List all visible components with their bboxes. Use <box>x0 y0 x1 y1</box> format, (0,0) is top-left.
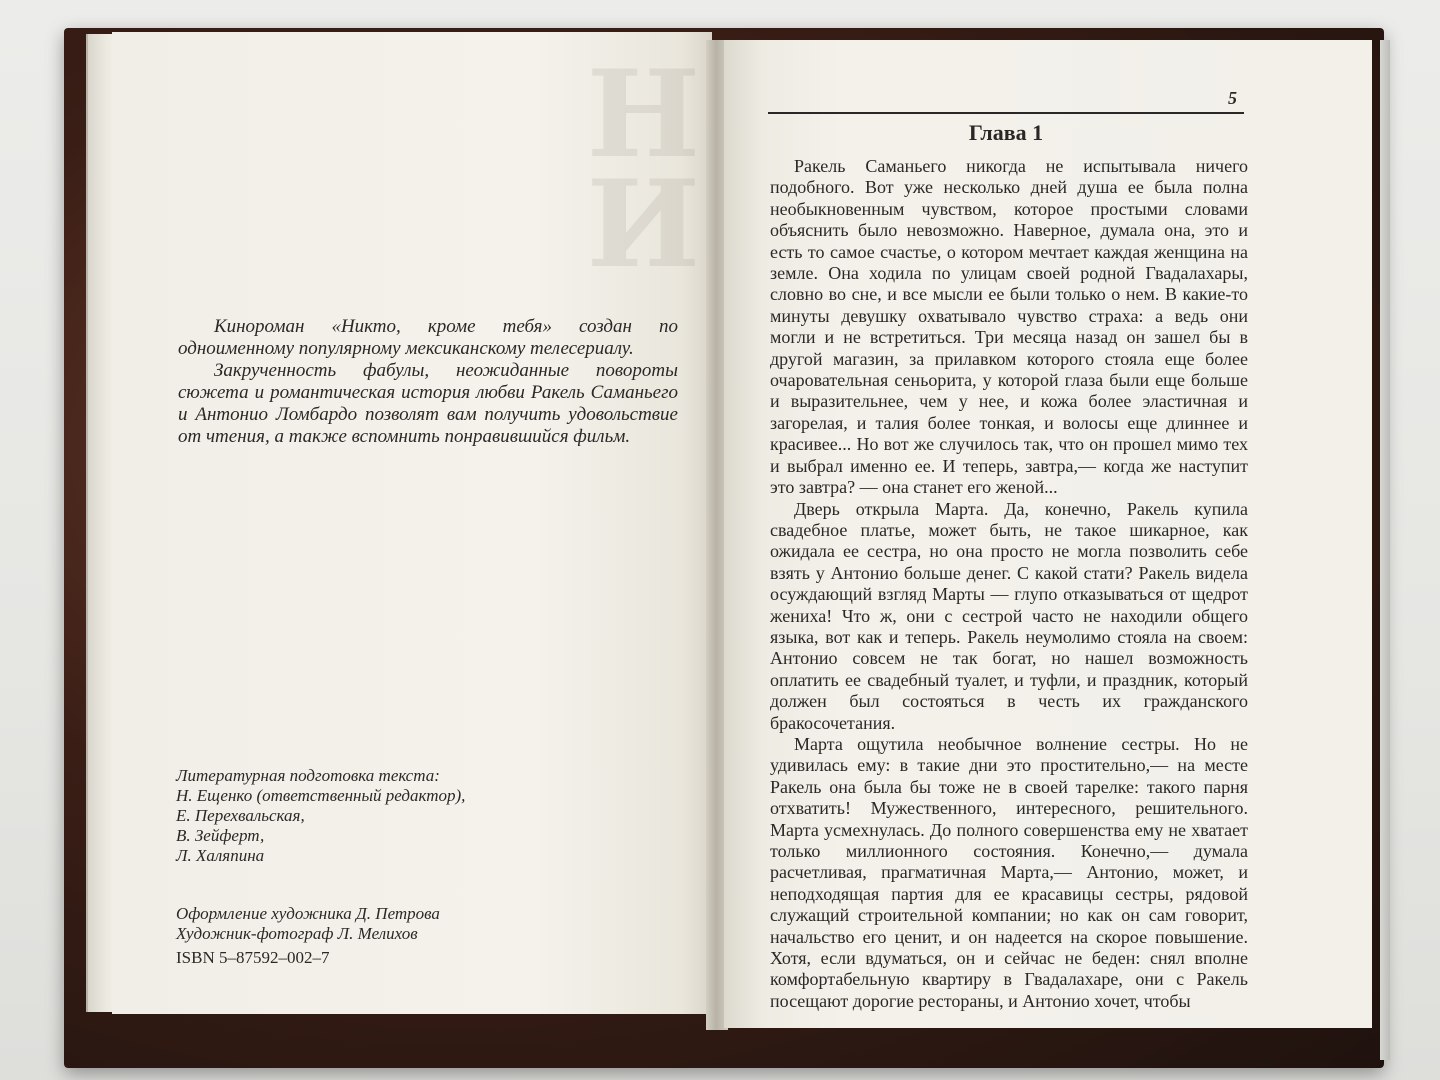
credits-name: Е. Перехвальская, <box>176 806 305 825</box>
design-credits <box>176 904 616 944</box>
credits-block <box>176 766 616 866</box>
book-cover-edge <box>1380 40 1390 1060</box>
chapter-rule <box>768 112 1244 114</box>
page-number: 5 <box>1228 88 1237 108</box>
annotation-block <box>178 316 678 448</box>
bleed-through-title: Н И <box>586 60 700 295</box>
credits-heading: Литературная подготовка текста: <box>176 766 440 785</box>
chapter-title: Глава 1 <box>968 120 1044 145</box>
body-paragraph: Ракель Саманьего никогда не испытывала ничего подобного. Вот уже несколько дней душа ее была полна необыкновенным чувством, которое простыми словами объяснить было невозможно. Наверное, думала она, это и есть то самое счастье, о котором мечтает каждая женщина на земле. Она ходила по улицам своей родной Гвадалахары, словно во сне, и все мысли ее были только о нем. В какие-то минуты девушку охватывало чувство страха: а ведь они могли и не встретиться. Три месяца назад он зашел бы в другой магазин, за прилавком которого стояла еще более очаровательная сеньорита, у которой глаза были еще больше и выразительнее, чем у нее, и кожа более эластичная и загорелая, и талия более тонкая, и волосы еще длиннее и красивее... Но вот же случилось так, что он прошел мимо тех и выбрал именно ее. И теперь, завтра,— когда же наступит это завтра? — она станет его женой... <box>770 156 1248 498</box>
credits-name: Л. Халяпина <box>176 846 265 865</box>
annotation-paragraph: Закрученность фабулы, неожиданные повороты сюжета и романтическая история любви Ракель Саманьего и Антонио Ломбардо позволят вам получить удовольствие от чтения, а также вспомнить понравившийся фильм. <box>178 360 678 447</box>
designer-line: Оформление художника Д. Петрова <box>176 904 440 923</box>
credits-name: В. Зейферт, <box>176 826 265 845</box>
credits-name: Н. Ещенко (ответственный редактор), <box>176 786 466 805</box>
body-paragraph: Марта ощутила необычное волнение сестры. Но не удивилась ему: в такие дни это простительно,— на месте Ракель она была бы тоже не в своей тарелке: такого парня отхватить! Мужественного, интересного, решительного. Марта усмехнулась. До полного совершенства ему не хватает только миллионного состояния. Конечно,— думала расчетливая, прагматичная Марта,— Антонио, может, и неподходящая партия для ее красавицы сестры, рядовой служащий строительной компании; но как он сам говорит, начальство его ценит, и он надеется на скорое повышение. Хотя, если вдуматься, он и сейчас не беден: снял вполне комфортабельную квартиру в Гвадалахаре, они с Ракель посещают дорогие рестораны, и Антонио хочет, чтобы <box>770 733 1248 1011</box>
isbn: ISBN 5–87592–002–7 <box>176 948 330 967</box>
chapter-body <box>770 156 1248 1012</box>
photographer-line: Художник-фотограф Л. Мелихов <box>176 924 418 943</box>
annotation-paragraph: Кинороман «Никто, кроме тебя» создан по одноименному популярному мексиканскому телесериалу. <box>178 316 678 359</box>
body-paragraph: Дверь открыла Марта. Да, конечно, Ракель купила свадебное платье, может быть, не такое шикарное, как ожидала ее сестра, но она просто не могла позволить себе взять у Антонио больше денег. С какой стати? Ракель видела осуждающий взгляд Марты — глупо отказываться от щедрот жениха! Что ж, они с сестрой часто не находили общего языка, вот как и теперь. Ракель неумолимо стояла на своем: Антонио совсем не так богат, но нашел возможность оплатить ее свадебный туалет, и туфли, и праздник, который должен был состояться в честь их гражданского бракосочетания. <box>770 498 1248 733</box>
